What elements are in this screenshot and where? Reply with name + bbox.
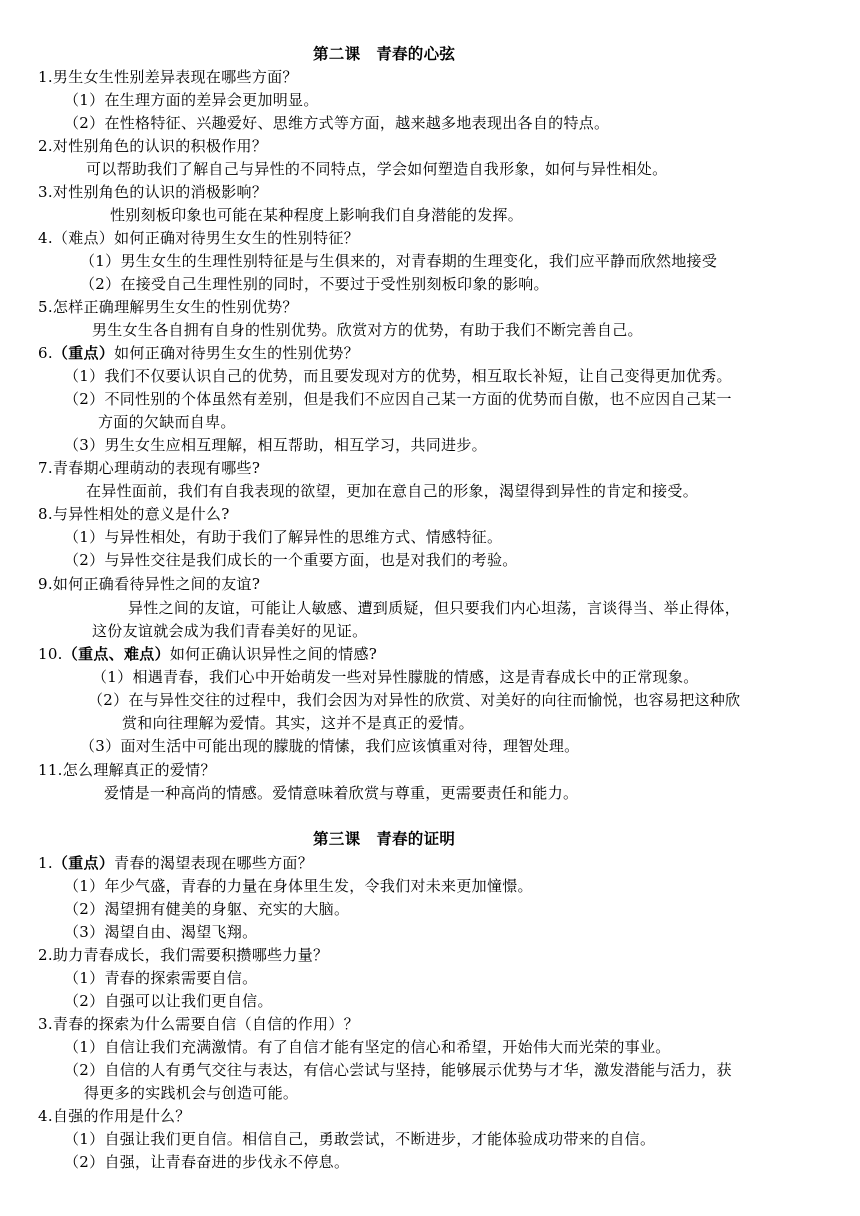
- answer-10-3: （3）面对生活中可能出现的朦胧的情愫，我们应该慎重对待，理智处理。: [80, 737, 580, 755]
- question-7: 7.青春期心理萌动的表现有哪些?: [38, 459, 261, 477]
- question-3: 3.对性别角色的认识的消极影响？: [38, 183, 268, 201]
- l3-question-2: 2.助力青春成长，我们需要积攒哪些力量？: [38, 946, 329, 964]
- answer-5-1: 男生女生各自拥有自身的性别优势。欣赏对方的优势，有助于我们不断完善自己。: [92, 321, 643, 339]
- answer-6-2: （2）不同性别的个体虽然有差别，但是我们不应因自己某一方面的优势而自傲，也不应因自己某一: [64, 390, 732, 408]
- l3-answer-3-2-cont: 得更多的实践机会与创造可能。: [84, 1084, 299, 1102]
- answer-8-2: （2）与异性交往是我们成长的一个重要方面，也是对我们的考验。: [64, 551, 518, 569]
- question-1: 1.男生女生性别差异表现在哪些方面？: [38, 68, 298, 86]
- key-point-tag: （重点、难点）: [62, 645, 170, 663]
- answer-6-1: （1）我们不仅要认识自己的优势，而且要发现对方的优势，相互取长补短，让自己变得更加优秀。: [64, 367, 732, 385]
- question-10: [38, 643, 377, 665]
- answer-4-2: （2）在接受自己生理性别的同时，不要过于受性别刻板印象的影响。: [80, 275, 549, 293]
- question-4: 4.（难点）如何正确对待男生女生的性别特征？: [38, 229, 359, 247]
- l3-answer-2-2: （2）自强可以让我们更自信。: [64, 992, 273, 1010]
- answer-4-1: （1）男生女生的生理性别特征是与生俱来的，对青春期的生理变化，我们应平静而欣然地接受: [80, 252, 718, 270]
- question-text: 青春的渴望表现在哪些方面？: [114, 854, 314, 872]
- answer-10-2: （2）在与异性交往的过程中，我们会因为对异性的欣赏、对美好的向往而愉悦，也容易把这种欣: [88, 691, 741, 709]
- question-9: 9.如何正确看待异性之间的友谊?: [38, 575, 261, 593]
- question-5: 5.怎样正确理解男生女生的性别优势？: [38, 298, 298, 316]
- answer-2-1: 可以帮助我们了解自己与异性的不同特点，学会如何塑造自我形象，如何与异性相处。: [86, 160, 668, 178]
- answer-8-1: （1）与异性相处，有助于我们了解异性的思维方式、情感特征。: [64, 528, 503, 546]
- l3-question-4: 4.自强的作用是什么？: [38, 1107, 191, 1125]
- l3-answer-3-1: （1）自信让我们充满激情。有了自信才能有坚定的信心和希望，开始伟大而光荣的事业。: [64, 1038, 671, 1056]
- l3-answer-2-1: （1）青春的探索需要自信。: [64, 969, 258, 987]
- question-2: 2.对性别角色的认识的积极作用？: [38, 137, 268, 155]
- question-number: 1.: [38, 854, 53, 872]
- answer-11-1: 爱情是一种高尚的情感。爱情意味着欣赏与尊重，更需要责任和能力。: [104, 784, 579, 802]
- answer-6-2-cont: 方面的欠缺而自卑。: [98, 413, 236, 431]
- l3-answer-1-2: （2）渴望拥有健美的身躯、充实的大脑。: [64, 900, 350, 918]
- l3-question-1: [38, 852, 313, 874]
- l3-answer-1-3: （3）渴望自由、渴望飞翔。: [64, 923, 258, 941]
- answer-1-2: （2）在性格特征、兴趣爱好、思维方式等方面，越来越多地表现出各自的特点。: [64, 114, 610, 132]
- answer-6-3: （3）男生女生应相互理解，相互帮助，相互学习，共同进步。: [64, 436, 487, 454]
- question-11: 11.怎么理解真正的爱情？: [38, 761, 216, 779]
- l3-answer-4-2: （2）自强，让青春奋进的步伐永不停息。: [64, 1153, 350, 1171]
- l3-answer-1-1: （1）年少气盛，青春的力量在身体里生发，令我们对未来更加憧憬。: [64, 877, 533, 895]
- answer-10-1: （1）相遇青春，我们心中开始萌发一些对异性朦胧的情感，这是青春成长中的正常现象。: [92, 668, 699, 686]
- l3-answer-4-1: （1）自强让我们更自信。相信自己，勇敢尝试，不断进步，才能体验成功带来的自信。: [64, 1130, 656, 1148]
- lesson3-title: 第三课 青春的证明: [313, 829, 456, 848]
- lesson2-title: 第二课 青春的心弦: [313, 44, 456, 63]
- answer-1-1: （1）在生理方面的差异会更加明显。: [64, 91, 319, 109]
- key-point-tag: （重点）: [52, 854, 115, 872]
- question-6: [38, 342, 359, 364]
- question-text: 如何正确对待男生女生的性别优势？: [114, 344, 359, 362]
- l3-answer-3-2: （2）自信的人有勇气交往与表达，有信心尝试与坚持，能够展示优势与才华，激发潜能与活力，获: [64, 1061, 732, 1079]
- question-text: 如何正确认识异性之间的情感?: [169, 645, 378, 663]
- answer-3-1: 性别刻板印象也可能在某种程度上影响我们自身潜能的发挥。: [110, 206, 524, 224]
- question-number: 6.: [38, 344, 53, 362]
- answer-10-2-cont: 赏和向往理解为爱情。其实，这并不是真正的爱情。: [122, 714, 474, 732]
- question-number: 10.: [38, 645, 63, 663]
- l3-question-3: 3.青春的探索为什么需要自信（自信的作用）？: [38, 1015, 359, 1033]
- answer-9-1: 异性之间的友谊，可能让人敏感、遭到质疑，但只要我们内心坦荡，言谈得当、举止得体，: [128, 599, 741, 617]
- key-point-tag: （重点）: [52, 344, 115, 362]
- answer-7-1: 在异性面前，我们有自我表现的欲望，更加在意自己的形象，渴望得到异性的肯定和接受。: [86, 482, 699, 500]
- question-8: 8.与异性相处的意义是什么?: [38, 505, 230, 523]
- answer-9-1-cont: 这份友谊就会成为我们青春美好的见证。: [92, 622, 368, 640]
